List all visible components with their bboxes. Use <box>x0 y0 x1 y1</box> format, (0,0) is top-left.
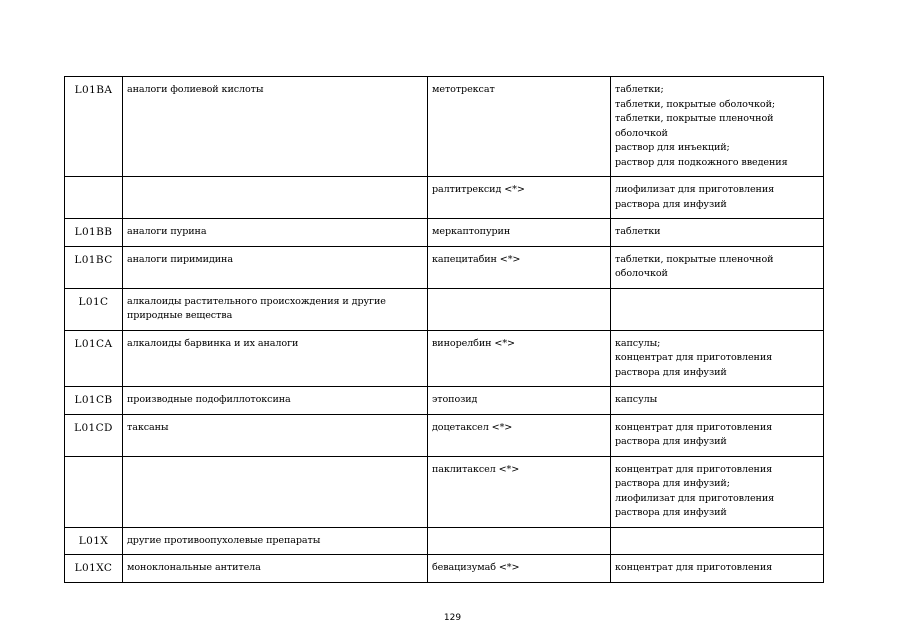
drug-name-cell: ралтитрексид <*> <box>428 177 611 219</box>
table-row <box>65 555 824 583</box>
dosage-form-line: концентрат для приготовления <box>615 352 773 363</box>
pharmacological-group-cell: алкалоиды растительного происхождения и другие природные вещества <box>123 288 428 330</box>
table-row <box>65 330 824 387</box>
pharmacological-group-cell: производные подофиллотоксина <box>123 387 428 415</box>
atc-code-cell: L01BC <box>65 246 123 288</box>
dosage-form-line: лиофилизат для приготовления <box>615 184 775 195</box>
dosage-forms-cell <box>611 527 824 555</box>
drug-name-cell <box>428 527 611 555</box>
drug-name-cell: метотрексат <box>428 77 611 177</box>
dosage-form-line: концентрат для приготовления <box>615 562 773 573</box>
pharmacological-group-cell: моноклональные антитела <box>123 555 428 583</box>
table-row <box>65 77 824 177</box>
pharmacological-group-cell: аналоги пурина <box>123 219 428 247</box>
dosage-form-line: раствор для подкожного введения <box>615 156 788 168</box>
dosage-form-line: раствора для инфузий <box>615 366 727 378</box>
atc-code-cell <box>65 456 123 527</box>
dosage-forms-cell <box>611 288 824 330</box>
dosage-form-line: таблетки, покрытые пленочной <box>615 253 774 265</box>
dosage-form-line: концентрат для приготовления <box>615 421 773 433</box>
table-body <box>65 77 824 583</box>
table-row <box>65 527 824 555</box>
dosage-forms-cell <box>611 555 824 583</box>
dosage-form-line: раствора для инфузий <box>615 198 727 210</box>
dosage-form-line: лиофилизат для приготовления <box>615 492 775 504</box>
table-row <box>65 219 824 247</box>
atc-code-cell: L01CD <box>65 414 123 456</box>
dosage-form-line: таблетки <box>615 226 661 237</box>
pharmacological-group-cell: аналоги фолиевой кислоты <box>123 77 428 177</box>
dosage-form-line: раствор для инъекций; <box>615 142 730 153</box>
dosage-form-line: капсулы; <box>615 337 661 349</box>
table-row <box>65 387 824 415</box>
dosage-form-line: таблетки; <box>615 84 664 95</box>
drug-name-cell <box>428 288 611 330</box>
pharmacological-group-cell: аналоги пиримидина <box>123 246 428 288</box>
drug-name-cell: этопозид <box>428 387 611 415</box>
pharmacological-group-cell: другие противоопухолевые препараты <box>123 527 428 555</box>
page-number: 129 <box>443 613 462 623</box>
dosage-form-line: таблетки, покрытые пленочной <box>615 113 774 124</box>
drug-name-cell: меркаптопурин <box>428 219 611 247</box>
drug-name-cell: капецитабин <*> <box>428 246 611 288</box>
dosage-form-line: концентрат для приготовления <box>615 463 773 475</box>
atc-code-cell: L01CA <box>65 330 123 387</box>
dosage-forms-cell <box>611 414 824 456</box>
dosage-forms-cell <box>611 77 824 177</box>
table-row <box>65 246 824 288</box>
dosage-form-line: оболочкой <box>615 268 668 279</box>
table-row <box>65 414 824 456</box>
table-row <box>65 177 824 219</box>
atc-code-cell: L01BB <box>65 219 123 247</box>
dosage-forms-cell <box>611 330 824 387</box>
pharmacological-group-cell: алкалоиды барвинка и их аналоги <box>123 330 428 387</box>
table-row <box>65 456 824 527</box>
dosage-forms-cell <box>611 246 824 288</box>
dosage-forms-cell <box>611 456 824 527</box>
pharmacological-group-cell: таксаны <box>123 414 428 456</box>
dosage-form-line: раствора для инфузий <box>615 436 727 447</box>
drug-name-cell: паклитаксел <*> <box>428 456 611 527</box>
drug-classification-table <box>64 76 824 583</box>
dosage-form-line: таблетки, покрытые оболочкой; <box>615 98 776 110</box>
dosage-form-line: капсулы <box>615 394 658 405</box>
pharmacological-group-cell <box>123 456 428 527</box>
dosage-forms-cell <box>611 177 824 219</box>
atc-code-cell: L01XC <box>65 555 123 583</box>
atc-code-cell: L01CB <box>65 387 123 415</box>
atc-code-cell: L01C <box>65 288 123 330</box>
atc-code-cell <box>65 177 123 219</box>
drug-name-cell: бевацизумаб <*> <box>428 555 611 583</box>
dosage-form-line: раствора для инфузий; <box>615 478 730 489</box>
dosage-forms-cell <box>611 387 824 415</box>
drug-name-cell: доцетаксел <*> <box>428 414 611 456</box>
table-row <box>65 288 824 330</box>
atc-code-cell: L01X <box>65 527 123 555</box>
atc-code-cell: L01BA <box>65 77 123 177</box>
dosage-form-line: раствора для инфузий <box>615 507 727 518</box>
dosage-form-line: оболочкой <box>615 127 668 139</box>
pharmacological-group-cell <box>123 177 428 219</box>
drug-name-cell: винорелбин <*> <box>428 330 611 387</box>
dosage-forms-cell <box>611 219 824 247</box>
